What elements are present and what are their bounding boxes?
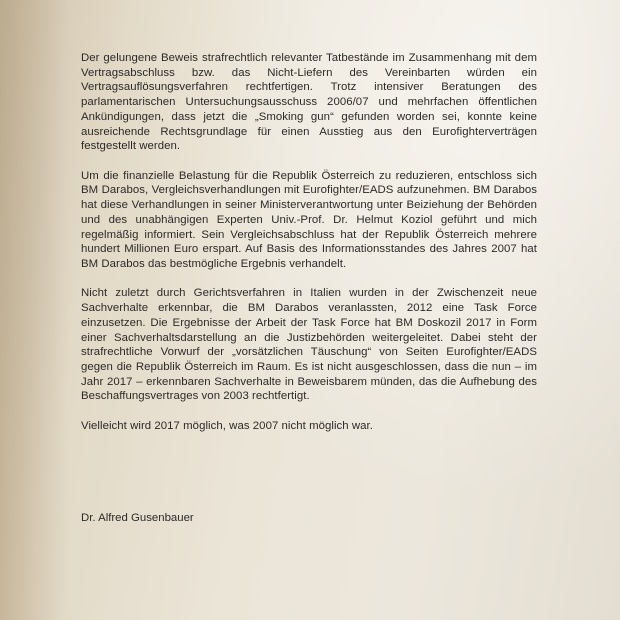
paragraph-closing-remark: Vielleicht wird 2017 möglich, was 2007 nicht möglich war. [81, 419, 373, 432]
paragraph-task-force: Nicht zuletzt durch Gerichtsverfahren in Italien wurden in der Zwischenzeit neue Sachverhalte erkennbar, die BM Darabos veranlassten, 2012 eine Task Force einzusetzen. Die Ergebnisse der Arbeit der Task Force hat BM Doskozil 2017 in Form einer Sachverhaltsdarstellung an die Justizbehörden weitergeleitet. Dabei steht der strafrechtliche Vorwurf der „vorsätzlichen Täuschung“ von Seiten Eurofighter/EADS gegen die Republik Österreich im Raum. Es ist nicht ausgeschlossen, dass die nun – im Jahr 2017 – erkennbaren Sachverhalte in Beweisbarem münden, das die Aufhebung des Beschaffungsvertrages von 2003 rechtfertigt. [81, 287, 537, 403]
paragraph-eurofighter-evidence: Der gelungene Beweis strafrechtlich relevanter Tatbestände im Zusammenhang mit dem Vertragsabschluss bzw. das Nicht-Liefern des Vereinbarten würden ein Vertragsauflösungsverfahren rechtfertigen. Trotz intensiver Beratungen des parlamentarischen Untersuchungsausschuss 2006/07 und mehrfachen öffentlichen Ankündigungen, dass jetzt die „Smoking gun“ gefunden worden sei, konnte keine ausreichende Rechtsgrundlage für einen Ausstieg aus den Eurofighterverträgen festgestellt werden. [81, 52, 537, 153]
body-text [81, 51, 537, 448]
signature: Dr. Alfred Gusenbauer [81, 512, 194, 524]
paragraph-settlement-negotiations: Um die finanzielle Belastung für die Republik Österreich zu reduzieren, entschloss sich BM Darabos, Vergleichsverhandlungen mit Eurofighter/EADS aufzunehmen. BM Darabos hat diese Verhandlungen in seiner Ministerverantwortung unter Beiziehung der Behörden und des unabhängigen Experten Univ.-Prof. Dr. Helmut Koziol geführt und mich regelmäßig informiert. Sein Vergleichsabschluss hat der Republik Österreich mehrere hundert Millionen Euro erspart. Auf Basis des Informationsstandes des Jahres 2007 hat BM Darabos das bestmögliche Ergebnis verhandelt. [81, 169, 537, 270]
